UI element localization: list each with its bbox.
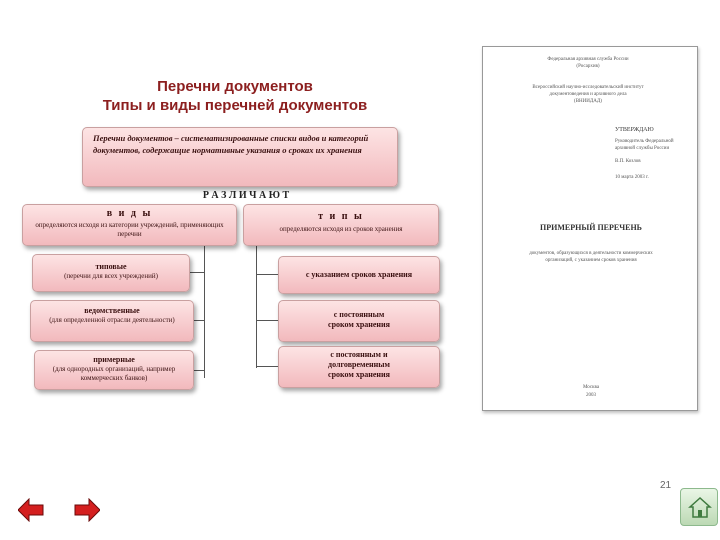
connector-tipy bbox=[256, 246, 257, 368]
vidy-description: определяются исходя из категории учреждений, применяющих перечни bbox=[35, 221, 224, 238]
arrow-right-icon[interactable] bbox=[74, 498, 100, 522]
doc-org-line: (Росархив) bbox=[576, 64, 600, 69]
tipy-item-permanent-long bbox=[278, 346, 440, 388]
doc-org-line: Всероссийский научно-исследовательский институт bbox=[532, 85, 644, 90]
vidy-item-note: (перечни для всех учреждений) bbox=[64, 272, 158, 280]
doc-approve: УТВЕРЖДАЮ bbox=[615, 127, 654, 133]
connector-vidy-1 bbox=[190, 272, 204, 273]
doc-year: 2003 bbox=[586, 393, 596, 398]
vidy-heading: в и д ы bbox=[106, 208, 153, 219]
definition-box bbox=[82, 127, 398, 187]
vidy-item-typical bbox=[32, 254, 190, 292]
tipy-item-with-periods bbox=[278, 256, 440, 294]
vidy-box bbox=[22, 204, 237, 246]
vidy-item-note: (для однородных организаций, например коммерческих банков) bbox=[52, 365, 176, 382]
doc-approve-line: Руководитель Федеральной bbox=[615, 139, 674, 144]
arrow-left-icon[interactable] bbox=[18, 498, 44, 522]
doc-date: 10 марта 2003 г. bbox=[615, 175, 649, 180]
tipy-item-line: с постоянным bbox=[333, 310, 385, 319]
tipy-item-line: с указанием сроков хранения bbox=[305, 270, 413, 279]
doc-approve-line: архивной службы России bbox=[615, 146, 670, 151]
tipy-heading: т и п ы bbox=[318, 211, 364, 222]
home-icon bbox=[681, 489, 719, 527]
connector-vidy-2 bbox=[194, 320, 204, 321]
vidy-item-departmental bbox=[30, 300, 194, 342]
doc-org-line: (ВНИИДАД) bbox=[574, 99, 602, 104]
doc-title: ПРИМЕРНЫЙ ПЕРЕЧЕНЬ bbox=[540, 223, 642, 232]
tipy-item-permanent bbox=[278, 300, 440, 342]
tipy-item-line: с постоянным и bbox=[330, 350, 388, 359]
definition-text: Перечни документов – систематизированные списки видов и категорий документов, содержащие нормативные указания о сроках их хранения bbox=[93, 133, 369, 155]
tipy-item-line: сроком хранения bbox=[328, 370, 390, 379]
connector-vidy-3 bbox=[194, 370, 204, 371]
vidy-item-title: примерные bbox=[93, 355, 135, 364]
vidy-item-title: ведомственные bbox=[84, 306, 140, 315]
vidy-item-sample bbox=[34, 350, 194, 390]
page-number: 21 bbox=[660, 480, 672, 491]
vidy-item-title: типовые bbox=[95, 262, 127, 271]
connector-tipy-3 bbox=[256, 366, 278, 367]
tipy-item-line: сроком хранения bbox=[328, 320, 390, 329]
tipy-description: определяются исходя из сроков хранения bbox=[279, 225, 403, 233]
vidy-item-note: (для определенной отрасли деятельности) bbox=[49, 316, 175, 324]
connector-tipy-2 bbox=[256, 320, 278, 321]
doc-org-line: Федеральная архивная служба России bbox=[547, 57, 629, 62]
distinguish-label: Р А З Л И Ч А Ю Т bbox=[202, 190, 290, 201]
doc-org-line: документоведения и архивного дела bbox=[549, 92, 627, 97]
doc-subtitle: организаций, с указанием сроков хранения bbox=[545, 258, 637, 263]
tipy-item-line: долговременным bbox=[328, 360, 390, 369]
document-image bbox=[482, 46, 698, 411]
doc-city: Москва bbox=[582, 385, 600, 390]
tipy-box bbox=[243, 204, 439, 246]
home-button[interactable] bbox=[680, 488, 718, 526]
slide-title-line1: Перечни документов bbox=[157, 78, 313, 95]
doc-subtitle: документов, образующихся в деятельности коммерческих bbox=[529, 251, 653, 256]
doc-signer: В.П. Козлов bbox=[615, 159, 641, 164]
connector-vidy bbox=[204, 246, 205, 378]
slide-title-line2: Типы и виды перечней документов bbox=[102, 97, 368, 114]
connector-tipy-1 bbox=[256, 274, 278, 275]
